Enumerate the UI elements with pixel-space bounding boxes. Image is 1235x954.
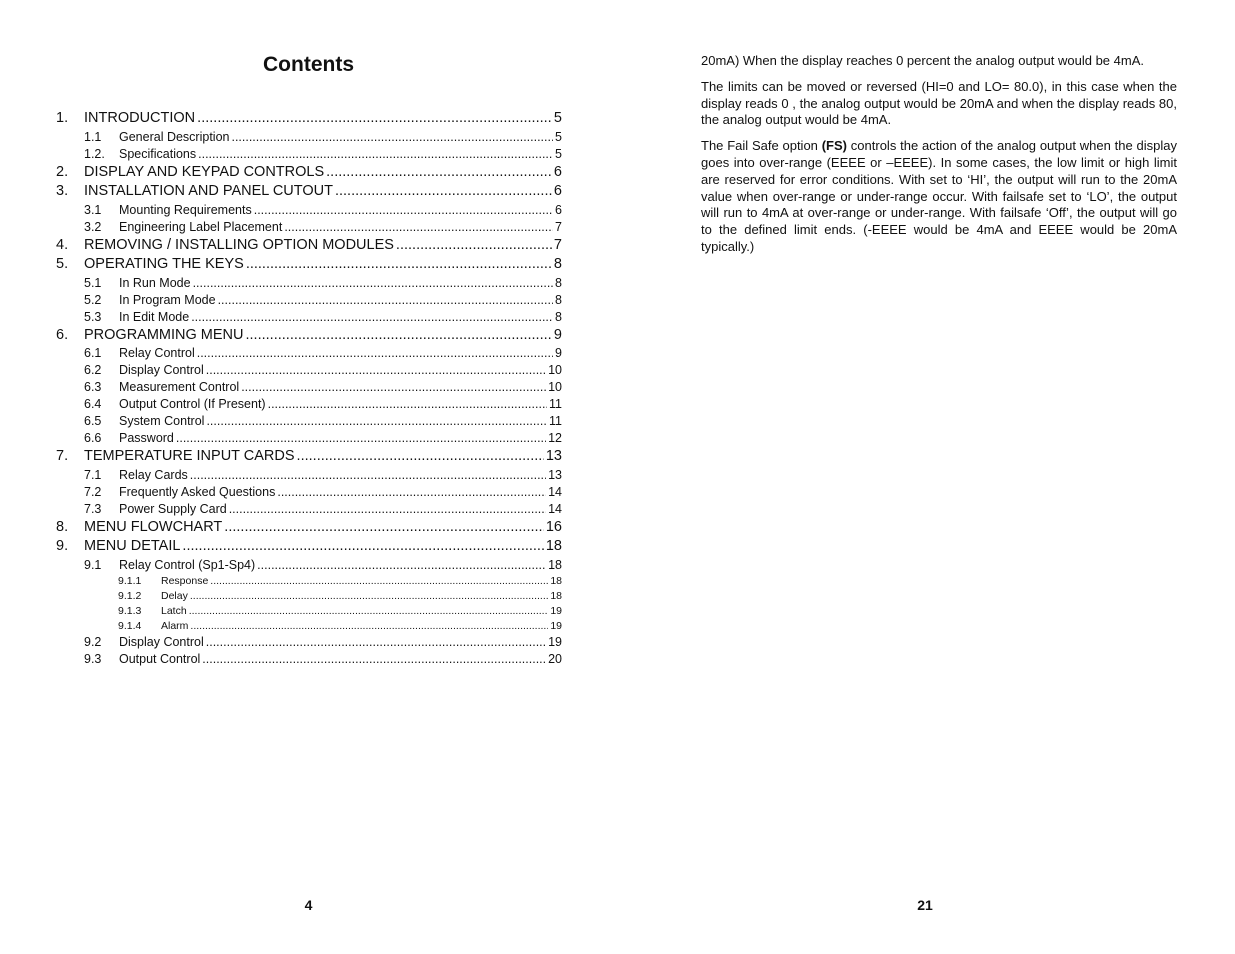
toc-entry[interactable]: [56, 413, 562, 430]
toc-entry-number: 9.1.4: [118, 619, 142, 632]
toc-entry-number: 5.: [56, 256, 69, 272]
toc-entry[interactable]: [56, 430, 562, 447]
toc-entry-title: System Control: [119, 414, 205, 428]
toc-entry[interactable]: [56, 589, 562, 604]
toc-entry[interactable]: [56, 537, 562, 557]
toc-dot-leader: [246, 326, 552, 346]
toc-entry-number: 5.1: [84, 275, 102, 290]
toc-entry-number: 7.2: [84, 484, 102, 499]
toc-entry[interactable]: [56, 651, 562, 668]
toc-entry[interactable]: [56, 634, 562, 651]
toc-dot-leader: [198, 146, 553, 163]
toc-dot-leader: [190, 619, 548, 634]
toc-entry-title: Frequently Asked Questions: [119, 484, 276, 499]
toc-entry-page: 12: [548, 431, 562, 445]
toc-entry-number: 9.: [56, 538, 69, 554]
toc-entry[interactable]: [56, 604, 562, 619]
toc-dot-leader: [189, 604, 549, 619]
left-page: [0, 0, 617, 954]
toc-dot-leader: [206, 413, 547, 430]
toc-entry-page: 6: [553, 163, 562, 180]
toc-entry[interactable]: [56, 182, 562, 202]
toc-entry-number: 4.: [56, 236, 69, 253]
toc-dot-leader: [206, 634, 546, 651]
toc-entry-title: Display Control: [119, 634, 204, 649]
toc-entry-page: 9: [555, 346, 562, 360]
toc-entry-title: Specifications: [119, 146, 197, 161]
toc-entry-page: 7: [553, 236, 562, 253]
toc-dot-leader: [190, 589, 548, 604]
toc-entry-title: PROGRAMMING MENU: [84, 326, 244, 343]
toc-entry-page: 6: [555, 202, 562, 217]
toc-entry[interactable]: [56, 109, 562, 129]
toc-dot-leader: [257, 557, 546, 574]
paragraph-3-start: The Fail Safe option: [701, 138, 822, 154]
toc-entry-page: 5: [555, 146, 562, 161]
toc-entry-title: Power Supply Card: [119, 501, 227, 516]
toc-entry[interactable]: [56, 447, 562, 467]
toc-entry-page: 5: [555, 129, 562, 144]
toc-entry-title: Delay: [161, 589, 188, 602]
toc-entry-page: 20: [548, 651, 562, 666]
toc-entry-title: In Edit Mode: [119, 309, 190, 324]
toc-entry-page: 18: [550, 574, 562, 587]
paragraph-2: The limits can be moved or reversed (HI=0 and LO= 80.0), in this case when the display reads 0 , the analog output would be 20mA and when the display reads 80, the analog output would be 4mA.: [701, 78, 1177, 128]
toc-entry-title: Relay Cards: [119, 467, 188, 482]
toc-entry-number: 8.: [56, 518, 69, 535]
toc-entry-number: 9.1: [84, 557, 102, 572]
toc-entry-page: 8: [555, 309, 562, 324]
toc-entry-page: 7: [555, 219, 562, 234]
toc-entry[interactable]: [56, 619, 562, 634]
toc-entry-title: Output Control: [119, 651, 201, 666]
toc-dot-leader: [202, 651, 546, 668]
toc-dot-leader: [182, 537, 543, 557]
toc-dot-leader: [206, 362, 546, 379]
toc-entry[interactable]: [56, 326, 562, 346]
toc-entry-title: Engineering Label Placement: [119, 219, 283, 234]
toc-entry-number: 3.: [56, 183, 69, 199]
toc-entry-number: 6.4: [84, 397, 102, 411]
toc-entry-page: 5: [553, 110, 562, 126]
toc-entry-title: Mounting Requirements: [119, 202, 252, 217]
toc-entry-title: Latch: [161, 604, 187, 617]
toc-entry-title: INSTALLATION AND PANEL CUTOUT: [84, 183, 333, 199]
toc-entry-title: TEMPERATURE INPUT CARDS: [84, 448, 295, 464]
toc-entry-page: 16: [545, 518, 562, 535]
toc-entry-title: In Run Mode: [119, 275, 191, 290]
toc-entry[interactable]: [56, 518, 562, 538]
toc-dot-leader: [268, 396, 547, 413]
toc-dot-leader: [210, 574, 548, 589]
toc-entry[interactable]: [56, 129, 562, 146]
toc-entry[interactable]: [56, 484, 562, 501]
toc-entry-number: 7.: [56, 448, 69, 464]
toc-dot-leader: [176, 430, 546, 447]
body-text: [701, 53, 1177, 265]
toc-entry-title: Relay Control: [119, 346, 195, 360]
toc-entry-page: 11: [549, 414, 562, 428]
toc-dot-leader: [396, 236, 552, 256]
toc-dot-leader: [326, 163, 552, 183]
toc-dot-leader: [197, 345, 553, 362]
toc-entry-page: 8: [555, 292, 562, 307]
fs-option-label: (FS): [821, 138, 847, 154]
toc-entry-number: 6.: [56, 326, 69, 343]
toc-entry-title: General Description: [119, 129, 230, 144]
toc-entry[interactable]: [56, 202, 562, 219]
paragraph-3-end: controls the action of the analog output when the display goes into over-range (EEEE or –EEEE). In some cases, the low limit or high limit are reserved for error conditions. With set to ‘HI’, the output will run to the 20mA value when over-range or under-range occur. With failsafe set to ‘LO’, the output will run to 4mA at over-range or under-range. With failsafe ‘Off’, the output will go to the defined limit ends. (-EEEE would be 4mA and EEEE would be 20mA typically.): [701, 138, 1177, 254]
toc-entry-number: 9.2: [84, 634, 102, 649]
toc-entry[interactable]: [56, 345, 562, 362]
toc-entry-page: 8: [555, 275, 562, 290]
toc-entry[interactable]: [56, 255, 562, 275]
toc-entry-title: Relay Control (Sp1-Sp4): [119, 557, 256, 572]
toc-dot-leader: [284, 219, 553, 236]
toc-entry-number: 7.1: [84, 467, 102, 482]
contents-title: Contents: [263, 53, 354, 76]
toc-entry[interactable]: [56, 219, 562, 236]
left-page-number: 4: [304, 897, 313, 913]
toc-entry-number: 5.3: [84, 309, 102, 324]
toc-entry-title: MENU FLOWCHART: [84, 518, 223, 535]
toc-entry-number: 7.3: [84, 501, 102, 516]
toc-entry-title: Alarm: [161, 619, 189, 632]
toc-entry-number: 3.1: [84, 202, 102, 217]
toc-entry-title: OPERATING THE KEYS: [84, 256, 244, 272]
toc-entry-number: 9.1.2: [118, 589, 142, 602]
toc-entry-page: 19: [550, 619, 562, 632]
toc-entry[interactable]: [56, 467, 562, 484]
toc-dot-leader: [231, 129, 553, 146]
toc-entry-number: 5.2: [84, 292, 102, 307]
paragraph-3: [701, 138, 1177, 256]
toc-entry[interactable]: [56, 396, 562, 413]
toc-entry-page: 19: [550, 604, 562, 617]
toc-dot-leader: [335, 182, 552, 202]
toc-entry-page: 9: [553, 326, 562, 343]
toc-entry-number: 1.1: [84, 129, 102, 144]
toc-entry-title: REMOVING / INSTALLING OPTION MODULES: [84, 236, 394, 253]
toc-entry-number: 1.: [56, 110, 69, 126]
toc-entry-page: 8: [553, 256, 562, 272]
toc-dot-leader: [229, 501, 546, 518]
toc-entry-page: 18: [550, 589, 562, 602]
paragraph-1: 20mA) When the display reaches 0 percent the analog output would be 4mA.: [701, 53, 1144, 68]
toc-entry-page: 13: [548, 467, 562, 482]
toc-entry-page: 11: [549, 397, 562, 411]
toc-entry[interactable]: [56, 501, 562, 518]
toc-entry[interactable]: [56, 236, 562, 256]
toc-entry-number: 6.3: [84, 380, 102, 394]
toc-entry-number: 3.2: [84, 219, 102, 234]
right-page-number: 21: [917, 897, 933, 913]
toc-dot-leader: [241, 379, 546, 396]
toc-entry-number: 6.6: [84, 431, 102, 445]
toc-entry-number: 6.5: [84, 414, 102, 428]
toc-entry-page: 6: [553, 183, 562, 199]
toc-dot-leader: [218, 292, 553, 309]
toc-entry[interactable]: [56, 379, 562, 396]
toc-entry-number: 9.3: [84, 651, 102, 666]
toc-entry-number: 6.1: [84, 346, 102, 360]
toc-entry-page: 18: [548, 557, 562, 572]
toc-entry[interactable]: [56, 309, 562, 326]
toc-entry-page: 10: [548, 380, 562, 394]
toc-entry-page: 10: [548, 363, 562, 377]
toc-entry-number: 2.: [56, 163, 69, 180]
toc-entry-title: Measurement Control: [119, 380, 240, 394]
toc-entry[interactable]: [56, 163, 562, 183]
toc-entry-title: DISPLAY AND KEYPAD CONTROLS: [84, 163, 325, 180]
toc-dot-leader: [190, 467, 546, 484]
toc-entry-page: 13: [545, 448, 562, 464]
toc-entry-page: 19: [548, 634, 562, 649]
toc-entry-number: 6.2: [84, 363, 102, 377]
toc-entry[interactable]: [56, 275, 562, 292]
toc-entry-title: Display Control: [119, 363, 204, 377]
table-of-contents: [56, 109, 562, 668]
toc-dot-leader: [277, 484, 546, 501]
toc-entry-title: Password: [119, 431, 174, 445]
toc-entry-title: Response: [161, 574, 209, 587]
toc-entry-title: MENU DETAIL: [84, 538, 181, 554]
toc-entry[interactable]: [56, 557, 562, 574]
right-page: [617, 0, 1235, 954]
toc-entry[interactable]: [56, 362, 562, 379]
toc-entry-page: 14: [548, 484, 562, 499]
toc-entry[interactable]: [56, 146, 562, 163]
toc-entry-page: 14: [548, 501, 562, 516]
toc-dot-leader: [246, 255, 552, 275]
toc-entry-number: 9.1.1: [118, 574, 142, 587]
toc-dot-leader: [193, 275, 553, 292]
toc-dot-leader: [224, 518, 544, 538]
toc-entry-number: 1.2.: [84, 146, 105, 161]
toc-entry-title: In Program Mode: [119, 292, 216, 307]
toc-entry[interactable]: [56, 574, 562, 589]
toc-dot-leader: [297, 447, 544, 467]
toc-entry-page: 18: [545, 538, 562, 554]
toc-dot-leader: [191, 309, 553, 326]
toc-entry[interactable]: [56, 292, 562, 309]
toc-entry-title: INTRODUCTION: [84, 110, 196, 126]
toc-dot-leader: [197, 109, 552, 129]
toc-entry-number: 9.1.3: [118, 604, 142, 617]
toc-entry-title: Output Control (If Present): [119, 397, 266, 411]
toc-dot-leader: [254, 202, 553, 219]
